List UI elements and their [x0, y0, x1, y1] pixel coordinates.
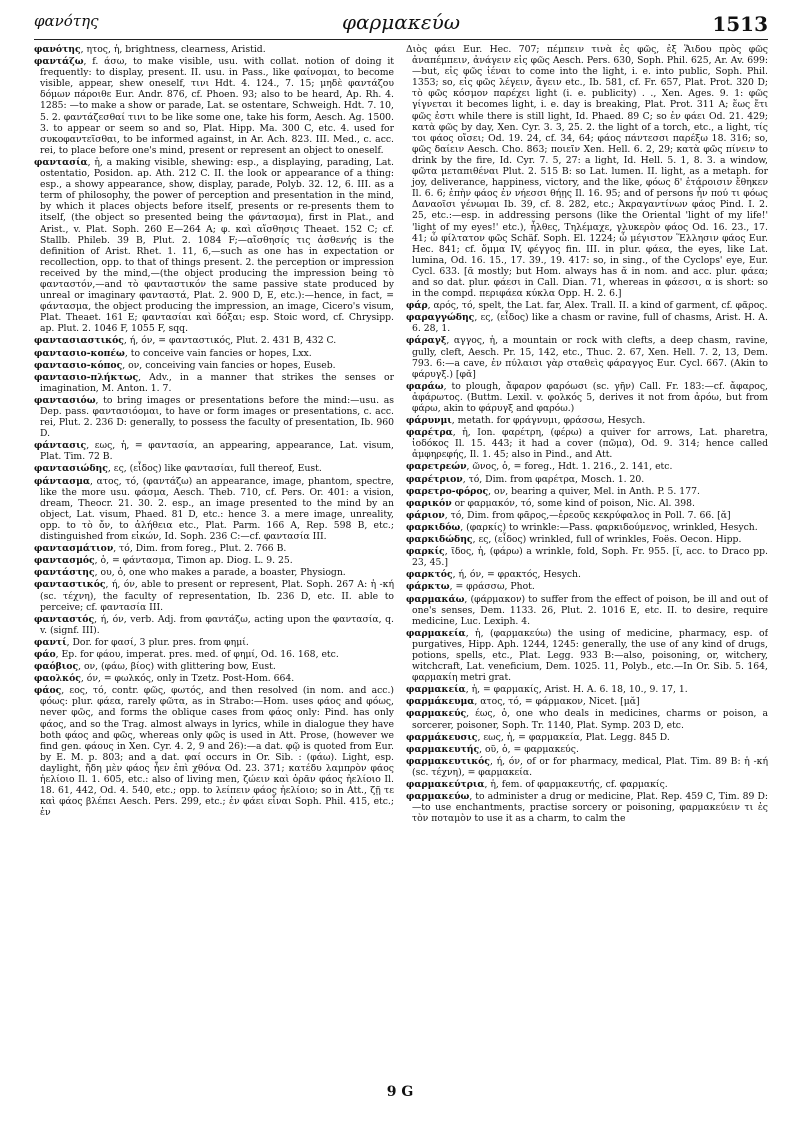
- entry-definition: , αρός, τό, spelt, the Lat. far, Alex. Trall. II. a kind of garment, cf. φᾶρος.: [427, 300, 768, 312]
- entry-definition: , ον, (φάω, βίος) with glittering bow, Eust.: [78, 661, 276, 673]
- entry-definition: , ες, (εἶδος) like φαντασίαι, full thereof, Eust.: [107, 463, 322, 475]
- entry-definition: , όν, = φωλκός, only in Tzetz. Post-Hom. 664.: [80, 673, 295, 685]
- dictionary-entry: [406, 381, 768, 414]
- dictionary-entry: [406, 569, 768, 580]
- dictionary-entry: [406, 779, 768, 790]
- entry-definition: , αγγος, ἡ, a mountain or rock with clefts, a deep chasm, ravine, gully, cleft, Aesch. Pr. 15, 142, etc., Thuc. 2. 67, Xen. Hell. 7. 2, 13, Dem. 793. 6:—a cave, ἐν πύλαισι γὰρ σταθεὶς φάραγγος Eur. Cycl. 667. (Akin to φάρυγξ.) [φᾰ]: [412, 335, 768, 380]
- entry-definition: , ες, (εἶδος) wrinkled, full of wrinkles, Foës. Oecon. Hipp.: [472, 534, 742, 546]
- entry-definition: , ατος, τό, = φάρμακον, Nicet. [μᾰ]: [474, 696, 640, 708]
- entry-definition: , to administer a drug or medicine, Plat. Rep. 459 C, Tim. 89 D:—to use enchantments, practise sorcery or poisoning, φαρμακεύειν τι ἐς τὸν ποταμὸν to use it as a charm, to calm the: [412, 791, 768, 825]
- entry-definition: , τό, Dim. from foreg., Plut. 2. 766 B.: [113, 543, 287, 555]
- entry-definition: , ον, conceiving vain fancies or hopes, Euseb.: [122, 359, 336, 371]
- entry-headword: φαρκτός: [406, 569, 453, 581]
- dictionary-entry: [406, 474, 768, 485]
- entry-definition: , ή, όν, verb. Adj. from φαντάζω, acting upon the φαντασία, q. v. (signf. III).: [40, 613, 394, 636]
- dictionary-entry: [406, 335, 768, 379]
- entry-headword: φαρμάκευμα: [406, 696, 475, 708]
- entry-definition: , ή, όν, able to present or represent, Plat. Soph. 267 A: ἡ -κή (sc. τέχνη), the faculty of representation, Ib. 236 D, etc. II. able to perceive; cf. φαντασία III.: [40, 579, 394, 613]
- dictionary-entry: [34, 673, 394, 684]
- entry-definition: , to bring images or presentations before the mind:—usu. as Dep. pass. φαντασιόομαι, to have or form images or presentations, c. acc. rei, Plut. 2. 236 D: generally, to possess the faculty of presentation, Ib. 960 D.: [40, 394, 394, 440]
- entry-definition: , metath. for φράγνυμι, φράσσω, Hesych.: [451, 415, 646, 427]
- dictionary-entry: [34, 335, 394, 346]
- entry-headword: φάρκτω: [406, 581, 450, 593]
- entry-headword: φαρέτρα: [406, 427, 453, 439]
- entry-headword: φάο: [34, 648, 56, 660]
- dictionary-entry: [34, 579, 394, 612]
- entry-headword: φαόβιος: [34, 661, 79, 673]
- entry-definition: , ες, (εἶδος) like a chasm or ravine, full of chasms, Arist. H. A. 6. 28, 1.: [412, 312, 768, 335]
- entry-headword: φαολκός: [34, 673, 81, 685]
- entry-headword: φαρκιδώδης: [406, 534, 473, 546]
- dictionary-entry: [34, 637, 394, 648]
- header-center-guideword: φαρμακεύω: [341, 10, 461, 34]
- dictionary-entry: [34, 157, 394, 335]
- entry-headword: φαντασιόω: [34, 394, 96, 406]
- entry-headword: φαρμακεύτρια: [406, 779, 485, 790]
- entry-headword: φαρμακεύς: [406, 708, 467, 720]
- entry-headword: φαντάζω: [34, 56, 84, 68]
- dictionary-entry: [34, 463, 394, 474]
- entry-headword: φαρμακευτικός: [406, 755, 490, 767]
- dictionary-entry: [406, 427, 768, 460]
- entry-headword: φαντασμός: [34, 555, 95, 567]
- entry-headword: φάντασις: [34, 440, 87, 452]
- dictionary-entry: [406, 546, 768, 568]
- entry-headword: φανταστός: [34, 613, 95, 625]
- entry-headword: φαράω: [406, 380, 444, 392]
- entry-definition: , ή, όν, of or for pharmacy, medical, Plat. Tim. 89 B: ἡ -κή (sc. τέχνη), = φαρμακεία.: [412, 755, 768, 778]
- dictionary-entry: [34, 372, 394, 394]
- entry-headword: φαρμακάω: [406, 593, 465, 605]
- entry-definition: , f. άσω, to make visible, usu. with collat. notion of doing it frequently: to display, present. II. usu. in Pass., like φαίνομαι, to become visible, appear, shew oneself, τινι Hdt. 4. 124., 7. 15; μηδὲ φαντάζου δόμων πάροιθε Eur. Andr. 876, cf. Phoen. 93; also to be heard, Ap. Rh. 4. 1285: —to make a show or parade, Lat. se ostentare, Schweigh. Hdt. 7. 10, 5. 2. φαντάζεσθαί τινι to be like some one, take his form, Aesch. Ag. 1500. 3. to appear or seem so and so, Plat. Hipp. Ma. 300 C, etc. 4. used for συκοφαντεῖσθαι, to be informed against, in Ar. Ach. 823. III. Med., c. acc. rei, to place before one's mind, present or represent an object to oneself.: [40, 56, 394, 156]
- entry-definition: , ῶνος, ὁ, = foreg., Hdt. 1. 216., 2. 141, etc.: [466, 461, 673, 473]
- dictionary-entry: [406, 684, 768, 695]
- entry-headword: φαραγγώδης: [406, 312, 475, 324]
- entry-definition: , ή, όν, = φανταστικός, Plut. 2. 431 B, 432 C.: [123, 335, 337, 347]
- entry-definition: or φαρμακόν, τό, some kind of poison, Nic. Al. 398.: [451, 497, 695, 509]
- entry-definition: , ἡ, = φαρμακίς, Arist. H. A. 6. 18, 10., 9. 17, 1.: [465, 684, 688, 696]
- entry-definition: , ή, όν, = φρακτός, Hesych.: [452, 569, 581, 581]
- entry-headword: φαντασιαστικός: [34, 335, 124, 347]
- entry-definition: , ου, ὁ, one who makes a parade, a boaster, Physiogn.: [94, 567, 346, 579]
- entry-headword: φαντάστης: [34, 567, 95, 579]
- dictionary-entry: [406, 522, 768, 533]
- entry-headword: φαρμακεία: [406, 684, 466, 696]
- dictionary-entry: [406, 791, 768, 824]
- entry-headword: φαρέτριον: [406, 473, 463, 485]
- left-column: [34, 44, 394, 1084]
- entry-headword: φαρετρεών: [406, 461, 467, 473]
- entry-headword: φανταστικός: [34, 579, 106, 591]
- dictionary-entry: [34, 476, 394, 543]
- entry-definition: , εος, τό, contr. φῶς, φωτός, and then resolved (in nom. and acc.) φόως: plur. φάεα, rarely φῶτα, as in Strabo:—Hom. uses φάος and φόως, never φῶς, and forms the oblique cases from φάος only: Pind. has only φάος, and so the Trag. almost always in lyrics, while in dialogue they have both φάος and φῶς, whereas only φῶς is used in Att. Prose, (however we find gen. φάους in Xen. Cyr. 4. 2, 9 and 26):—a dat. φῷ is quoted from Eur. by E. M. p. 803; and a dat. φαί occurs in Or. Sib. : (φάω). Light, esp. daylight, ἤδη μὲν φάος ἦεν ἐπὶ χθόνα Od. 23. 371; κατέδυ λαμπρὸν φάος ἠελίοιο Il. 1. 605, etc.: also of living men, ζώειν καὶ ὁρᾶν φάος ἠελίοιο Il. 18. 61, 442, Od. 4. 540, etc.; opp. to λείπειν φάος ἠελίοιο; so in Att., ζῇ τε καὶ φάος βλέπει Aesch. Pers. 299, etc.; ἐν φάει εἶναι Soph. Phil. 415, etc.; ἐν: [40, 685, 394, 819]
- dictionary-entry: [34, 395, 394, 439]
- entry-definition: , τό, Dim. from φαρέτρα, Mosch. 1. 20.: [462, 473, 645, 485]
- entry-definition: , to conceive vain fancies or hopes, Lxx.: [124, 347, 312, 359]
- entry-definition: , ον, bearing a quiver, Mel. in Anth. P. 5. 177.: [488, 485, 700, 497]
- entry-headword: φαρμακευτής: [406, 743, 480, 755]
- signature-mark: 9 G: [386, 1084, 414, 1100]
- entry-headword: φαντασία: [34, 156, 88, 168]
- entry-headword: φάρυνμι: [406, 415, 452, 427]
- header-left-guideword: φανότης: [34, 12, 99, 30]
- dictionary-entry: [406, 44, 768, 299]
- entry-definition: , ἡ, (φαρμακεύω) the using of medicine, pharmacy, esp. of purgatives, Hipp. Aph. 1244, 1245: generally, the use of any kind of drugs, potions, spells, etc., Plat. Legg. 933 B:—also, poisoning, or, witchery, witchcraft, Lat. veneficium, Dem. 1025. 11, Polyb., etc.—In Or. Sib. 5. 164, φαρμακίη metri grat.: [412, 627, 768, 684]
- entry-headword: φαρμακεία: [406, 627, 466, 639]
- entry-definition: , Adv., in a manner that strikes the senses or imagination, M. Anton. 1. 7.: [40, 371, 394, 394]
- entry-definition: , έως, ὁ, one who deals in medicines, charms or poison, a sorcerer, poisoner, Soph. Tr. 1140, Plat. Symp. 203 D, etc.: [412, 708, 768, 731]
- entry-definition: , Dor. for φασί, 3 plur. pres. from φημί.: [66, 636, 249, 648]
- right-column: [406, 44, 768, 1084]
- entry-headword: φαντασιο-κοπέω: [34, 347, 125, 359]
- entry-definition: , ατος, τό, (φαντάζω) an appearance, image, phantom, spectre, like the more usu. φάσμα, Aesch. Theb. 710, cf. Pers. Or. 401: a vision, dream, Theocr. 21. 30. 2. esp., an image presented to the mind by an object, Lat. visum, Phaed. 81 D, etc.: hence 3. a mere image, unreality, opp. to τὸ ὄν, to ἀλήθεια etc., Plat. Parm. 166 A, Rep. 598 B, etc.; distinguished from εἰκών, Id. Soph. 236 C:—cf. φαντασία III.: [40, 475, 394, 543]
- dictionary-entry: [406, 486, 768, 497]
- dictionary-entry: [406, 581, 768, 592]
- dictionary-entry: [34, 543, 394, 554]
- entry-definition: , Ep. for φάου, imperat. pres. med. of φημί, Od. 16. 168, etc.: [55, 648, 339, 660]
- dictionary-entry: [406, 756, 768, 778]
- dictionary-entry: [406, 461, 768, 472]
- dictionary-entry: [34, 56, 394, 156]
- entry-headword: φαντασμάτιον: [34, 543, 114, 555]
- entry-definition: , to plough, ἄφαρον φαρόωσι (sc. γῆν) Call. Fr. 183:—cf. ἄφαρος, ἀφάρωτος. (Buttm. Lexil. v. φολκός 5, derives it not from ἀρόω, but from φάρω, akin to φάρυγξ and φαρόω.): [412, 380, 768, 414]
- entry-headword: φαντασιο-κόπος: [34, 359, 123, 371]
- dictionary-entry: [34, 685, 394, 818]
- entry-headword: φαρμάκευσις: [406, 731, 478, 743]
- entry-headword: φανότης: [34, 44, 81, 55]
- entry-definition: , (φαρκίς) to wrinkle:—Pass. φαρκιδούμενος, wrinkled, Hesych.: [460, 521, 758, 533]
- entry-definition: , ἡ, a making visible, shewing: esp., a displaying, parading, Lat. ostentatio, Posidon. ap. Ath. 212 C. II. the look or appearance of a thing: esp., a showy appearance, show, display, parade, Polyb. 32. 12, 6. III. as a term of philosophy, the power of perception and presentation in the mind, by which it places objects before itself, presents or re-presents them to itself, (the object so presented being the φάντασμα), first in Plat., and Arist., v. Plat. Soph. 260 E—264 A; φ. καὶ αἴσθησις Theaet. 152 C; cf. Stallb. Phileb. 39 B, Plut. 2. 1084 F;—αἴσθησίς τις ἀσθενής is the definition of Arist. Rhet. 1. 11, 6,—such as one has in expectation or recollection, opp. to that of things present. 2. the perception or impression received by the mind,—(the object producing the impression being τὸ φανταστόν,—and τὸ φανταστικόν the same passive state produced by unreal or imaginary φανταστά, Plat. 2. 900 D, E, etc.):—hence, in fact, = φάντασμα, the object producing the impression, an image, Cicero's visum, Plat. Theaet. 161 E; φαντασίαι καὶ δόξαι; esp. Stoic word, cf. Chrysipp. ap. Plut. 2. 1046 F, 1055 F, sqq.: [40, 156, 394, 335]
- entry-definition: , ἡ, fem. of φαρμακευτής, cf. φαρμακίς.: [484, 779, 668, 790]
- dictionary-entry: [406, 744, 768, 755]
- dictionary-entry: [406, 510, 768, 521]
- entry-headword: φάριον: [406, 509, 445, 521]
- entry-definition: , εως, ἡ, = φαρμακεία, Plat. Legg. 845 D.: [477, 731, 670, 743]
- dictionary-entry: [34, 567, 394, 578]
- dictionary-entry: [34, 360, 394, 371]
- entry-definition: , ὁ, = φάντασμα, Timon ap. Diog. L. 9. 25.: [94, 555, 293, 567]
- dictionary-entry: [406, 498, 768, 509]
- entry-headword: φαρμακεύω: [406, 791, 470, 803]
- entry-definition: , ἡ, Ion. φαρέτρη, (φέρω) a quiver for arrows, Lat. pharetra, ἰοδόκος Il. 15. 443; it had a cover (πῶμα), Od. 9. 314; hence called ἀμφηρεφής, Il. 1. 45; also in Pind., and Att.: [412, 427, 768, 461]
- dictionary-entry: [34, 614, 394, 636]
- entry-definition: , εως, ἡ, = φαντασία, an appearing, appearance, Lat. visum, Plat. Tim. 72 B.: [40, 440, 394, 463]
- dictionary-entry: [406, 534, 768, 545]
- page-number: 1513: [712, 12, 768, 36]
- entry-headword: φάρ: [406, 300, 428, 312]
- entry-headword: φάραγξ: [406, 335, 447, 347]
- header-rule: [34, 39, 768, 40]
- dictionary-entry: [34, 44, 394, 55]
- entry-headword: φαντί: [34, 636, 67, 648]
- entry-headword: φαρετρο-φόρος: [406, 485, 489, 497]
- entry-headword: φαρκίς: [406, 546, 445, 558]
- entry-headword: φάος: [34, 685, 62, 697]
- entry-definition: , ῖδος, ἡ, (φάρω) a wrinkle, fold, Soph. Fr. 955. [ῐ, acc. to Draco pp. 23, 45.]: [412, 546, 768, 569]
- running-header: [34, 8, 768, 42]
- entry-definition: , ητος, ἡ, brightness, clearness, Aristid.: [80, 44, 266, 55]
- dictionary-entry: [34, 661, 394, 672]
- dictionary-entry: [406, 696, 768, 707]
- dictionary-entry: [34, 348, 394, 359]
- entry-headword: φάντασμα: [34, 475, 90, 487]
- entry-headword: φαντασιώδης: [34, 463, 108, 475]
- dictionary-entry: [406, 708, 768, 730]
- dictionary-entry: [406, 732, 768, 743]
- dictionary-entry: [34, 440, 394, 462]
- dictionary-entry: [406, 312, 768, 334]
- dictionary-entry: [406, 300, 768, 311]
- entry-headword: φαρικόν: [406, 497, 452, 509]
- dictionary-entry: [406, 628, 768, 683]
- entry-headword: φαντασιο-πλήκτως: [34, 371, 139, 383]
- dictionary-entry: [34, 649, 394, 660]
- dictionary-entry: [406, 415, 768, 426]
- entry-definition: Διὸς φάει Eur. Hec. 707; πέμπειν τινὰ ἐς φῶς, ἐξ Ἅιδου πρὸς φῶς ἀναπέμπειν, ἀνάγειν εἰς φῶς Aesch. Pers. 630, Soph. Phil. 625, Ar. Av. 699:—but, εἰς φῶς ἰέναι to come into the light, i. e. into public, Soph. Phil. 1353; so, εἰς φῶς λέγειν, ἄγειν etc., Ib. 581, cf. Fr. 657, Plat. Prot. 320 D; τὸ φῶς κόσμον παρέχει light (i. e. publicity) . ., Xen. Ages. 9. 1: φῶς γίγνεται it becomes light, i. e. day is breaking, Plat. Prot. 311 A; ἕως ἔτι φῶς ἐστι while there is still light, Id. Phaed. 89 C; so ἐν φάει Od. 21. 429; κατὰ φῶς by day, Xen. Cyr. 3. 3, 25. 2. the light of a torch, etc., a light, τίς τοι φάος οἴσει; Od. 19. 24, cf. 34, 64; φάος πάντεσσι παρέξω 18. 316; so, φῶς δαίειν Aesch. Cho. 863; ποιεῖν Xen. Hell. 6. 2, 29; κατὰ φῶς πίνειν to drink by the fire, Id. Cyr. 7. 5, 27: a light, Id. Hell. 5. 1, 8. 3. a window, φῶτα μεταπιθέναι Plut. 2. 515 B: so Lat. lumen. II. light, as a metaph. for joy, deliverance, happiness, victory, and the like, φόως δ' ἑτάροισιν ἔθηκεν Il. 6. 6; ἐπὴν φάος ἐν νήεσσι θήῃς Il. 16. 95; and of persons ἦν πού τι φόως Δαναοῖσι γένωμαι Ib. 39, cf. 8. 282, etc.; Ἀκραγαντίνων φάος Pind. I. 2. 25, etc.:—esp. in addressing persons (like the Oriental 'light of my life!' 'light of my eyes!' etc.), ἦλθες, Τηλέμαχε, γλυκερὸν φάος Od. 16. 23., 17. 41; ὦ φίλτατον φῶς Schäf. Soph. El. 1224; ὦ μέγιστον Ἕλλησιν φάος Eur. Hec. 841; cf. ὄμμα IV, φέγγος fin. III. in plur. φάεα, the eyes, like Lat. lumina, Od. 16. 15., 17. 39., 19. 417: so, in sing., of the Cyclops' eye, Eur. Cycl. 633. [ᾱ mostly; but Hom. always has ᾰ in nom. and acc. plur. φάεα; and so dat. plur. φάεσι in Call. Dian. 71, whereas in φάεσσι, α is short: so in the compd. περιφάεα κύκλα Opp. H. 2. 6.]: [406, 44, 768, 300]
- entry-definition: , τό, Dim. from φᾶρος,—ἐρεοῦς κεκρύφαλος in Poll. 7. 66. [ᾰ]: [444, 509, 731, 521]
- entry-headword: φαρκιδόω: [406, 521, 461, 533]
- entry-definition: , = φράσσω, Phot.: [449, 581, 535, 593]
- entry-definition: , (φάρμακον) to suffer from the effect of poison, be ill and out of one's senses, Dem. 1133. 26, Plut. 2. 1016 E, etc. II. to desire, require medicine, Luc. Lexiph. 4.: [412, 593, 768, 627]
- dictionary-entry: [34, 555, 394, 566]
- entry-definition: , οῦ, ὁ, = φαρμακεύς.: [479, 743, 579, 755]
- dictionary-entry: [406, 594, 768, 627]
